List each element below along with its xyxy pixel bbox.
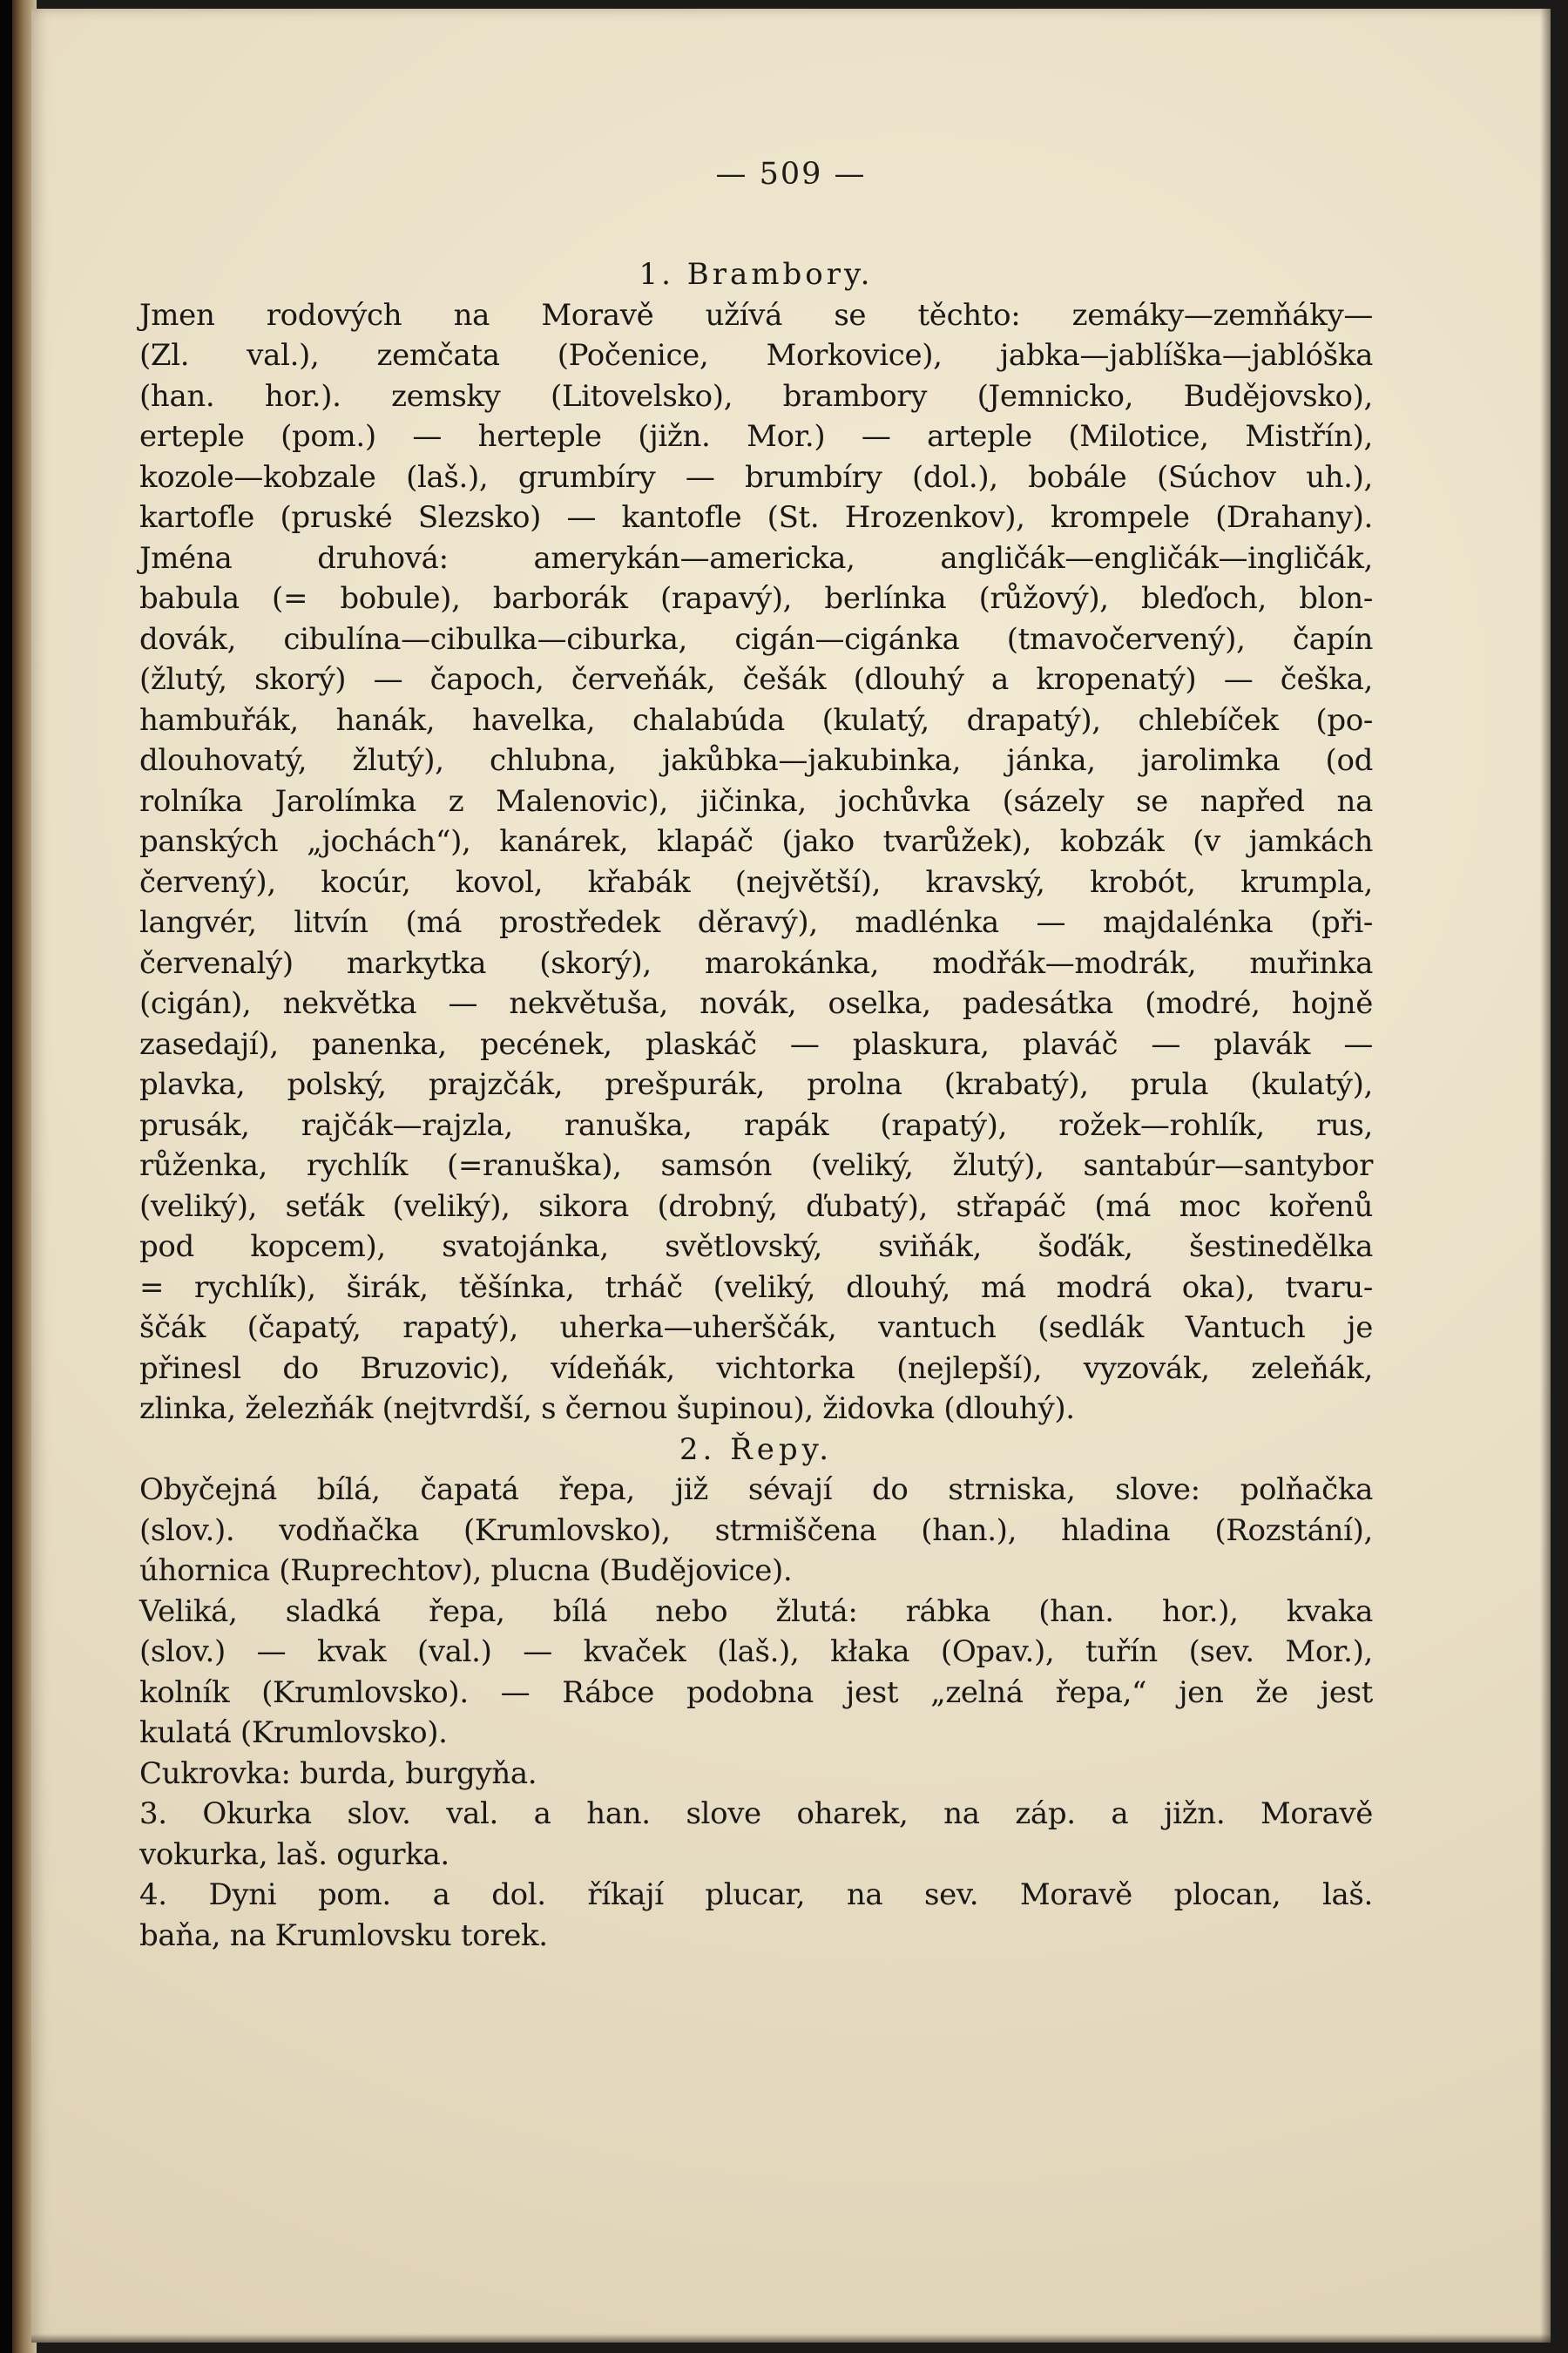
- brambory-line-6: kartofle (pruské Slezsko) — kantofle (St. Hrozenkov), krompele (Drahany).: [139, 500, 1373, 535]
- dyni-line-2: baňa, na Krumlovsku torek.: [139, 1917, 548, 1953]
- okurka-paragraph: [139, 1794, 1373, 1875]
- brambory-line-4: erteple (pom.) — herteple (jižn. Mor.) — arteple (Milotice, Mistřín),: [139, 419, 1373, 454]
- brambory-paragraph-2: [139, 538, 1373, 1430]
- page-number: — 509 —: [715, 157, 867, 192]
- brambory-line-13: rolníka Jarolímka z Malenovic), jičinka, jochůvka (sázely se napřed na: [139, 783, 1373, 819]
- okurka-line-1: 3. Okurka slov. val. a han. slove oharek, na záp. a jižn. Moravě: [139, 1796, 1373, 1831]
- brambory-line-21: prusák, rajčák—rajzla, ranuška, rapák (rapatý), rožek—rohlík, rus,: [139, 1107, 1373, 1143]
- brambory-line-28: zlinka, železňák (nejtvrdší, s černou šupinou), židovka (dlouhý).: [139, 1391, 1075, 1426]
- repy-line-7: kulatá (Krumlovsko).: [139, 1715, 448, 1750]
- brambory-line-19: zasedají), panenka, pecének, plaskáč — plaskura, plaváč — plavák —: [139, 1026, 1373, 1062]
- brambory-line-23: (veliký), seťák (veliký), sikora (drobný, ďubatý), střapáč (má moc kořenů: [139, 1188, 1373, 1224]
- brambory-line-26: ščák (čapatý, rapatý), uherka—uherščák, vantuch (sedlák Vantuch je: [139, 1310, 1373, 1345]
- brambory-line-10: (žlutý, skorý) — čapoch, červeňák, češák (dlouhý a kropenatý) — češka,: [139, 662, 1373, 697]
- brambory-line-17: červenalý) markytka (skorý), marokánka, modřák—modrák, muřinka: [139, 945, 1373, 981]
- cukrovka-paragraph: [139, 1754, 1373, 1795]
- okurka-line-2: vokurka, laš. ogurka.: [139, 1836, 449, 1872]
- brambory-line-1: Jmen rodových na Moravě užívá se těchto: zemáky—zemňáky—: [139, 297, 1373, 333]
- brambory-paragraph-1: [139, 295, 1373, 538]
- brambory-line-15: červený), kocúr, kovol, křabák (největší), kravský, krobót, krumpla,: [139, 864, 1373, 900]
- brambory-line-8: babula (= bobule), barborák (rapavý), berlínka (růžový), bleďoch, blon-: [139, 581, 1373, 616]
- brambory-line-2: (Zl. val.), zemčata (Počenice, Morkovice), jabka—jablíška—jablóška: [139, 338, 1373, 373]
- repy-line-3: úhornica (Ruprechtov), plucna (Budějovice).: [139, 1553, 793, 1588]
- brambory-line-9: dovák, cibulína—cibulka—ciburka, cigán—cigánka (tmavočervený), čapín: [139, 621, 1373, 657]
- brambory-line-16: langvér, litvín (má prostředek děravý), madlénka — majdalénka (při-: [139, 905, 1373, 940]
- brambory-line-12: dlouhovatý, žlutý), chlubna, jakůbka—jakubinka, jánka, jarolimka (od: [139, 743, 1373, 778]
- repy-line-4: Veliká, sladká řepa, bílá nebo žlutá: rábka (han. hor.), kvaka: [139, 1593, 1373, 1629]
- heading-brambory: 1. Brambory.: [639, 257, 874, 292]
- document-text: [139, 254, 1373, 1956]
- brambory-line-27: přinesl do Bruzovic), vídeňák, vichtorka (nejlepší), vyzovák, zeleňák,: [139, 1350, 1373, 1386]
- brambory-line-11: hambuřák, hanák, havelka, chalabúda (kulatý, drapatý), chlebíček (po-: [139, 702, 1373, 738]
- repy-line-1: Obyčejná bílá, čapatá řepa, již sévají do strniska, slove: polňačka: [139, 1472, 1373, 1507]
- paper-sheet: [31, 9, 1551, 2343]
- repy-line-5: (slov.) — kvak (val.) — kvaček (laš.), kłaka (Opav.), tuřín (sev. Mor.),: [139, 1634, 1373, 1669]
- repy-paragraph-2: [139, 1592, 1373, 1754]
- paper-right-edge: [1540, 9, 1551, 2343]
- repy-paragraph-1: [139, 1470, 1373, 1592]
- repy-line-6: kolník (Krumlovsko). — Rábce podobna jest „zelná řepa,“ jen že jest: [139, 1674, 1373, 1710]
- brambory-line-3: (han. hor.). zemsky (Litovelsko), brambory (Jemnicko, Budějovsko),: [139, 378, 1373, 414]
- dyni-paragraph: [139, 1875, 1373, 1956]
- brambory-line-24: pod kopcem), svatojánka, světlovský, sviňák, šoďák, šestinedělka: [139, 1229, 1373, 1264]
- heading-repy: 2. Řepy.: [679, 1431, 834, 1467]
- brambory-line-18: (cigán), nekvětka — nekvětuša, novák, oselka, padesátka (modré, hojně: [139, 986, 1373, 1021]
- brambory-line-20: plavka, polský, prajzčák, prešpurák, prolna (krabatý), prula (kulatý),: [139, 1067, 1373, 1102]
- left-black-edge: [0, 0, 12, 2353]
- brambory-line-25: = rychlík), širák, těšínka, trháč (veliký, dlouhý, má modrá oka), tvaru-: [139, 1269, 1373, 1305]
- brambory-line-7: Jména druhová: amerykán—americka, angličák—engličák—ingličák,: [139, 540, 1373, 576]
- cukrovka-line: Cukrovka: burda, burgyňa.: [139, 1755, 537, 1791]
- brambory-line-14: panských „jochách“), kanárek, klapáč (jako tvarůžek), kobzák (v jamkách: [139, 824, 1373, 859]
- brambory-line-22: růženka, rychlík (=ranuška), samsón (veliký, žlutý), santabúr—santybor: [139, 1148, 1373, 1183]
- brambory-line-5: kozole—kobzale (laš.), grumbíry — brumbíry (dol.), bobále (Súchov uh.),: [139, 459, 1373, 495]
- repy-line-2: (slov.). vodňačka (Krumlovsko), strmiščena (han.), hladina (Rozstání),: [139, 1512, 1373, 1548]
- dyni-line-1: 4. Dyni pom. a dol. říkají plucar, na sev. Moravě plocan, laš.: [139, 1877, 1373, 1912]
- paper-bottom-edge: [31, 2334, 1551, 2343]
